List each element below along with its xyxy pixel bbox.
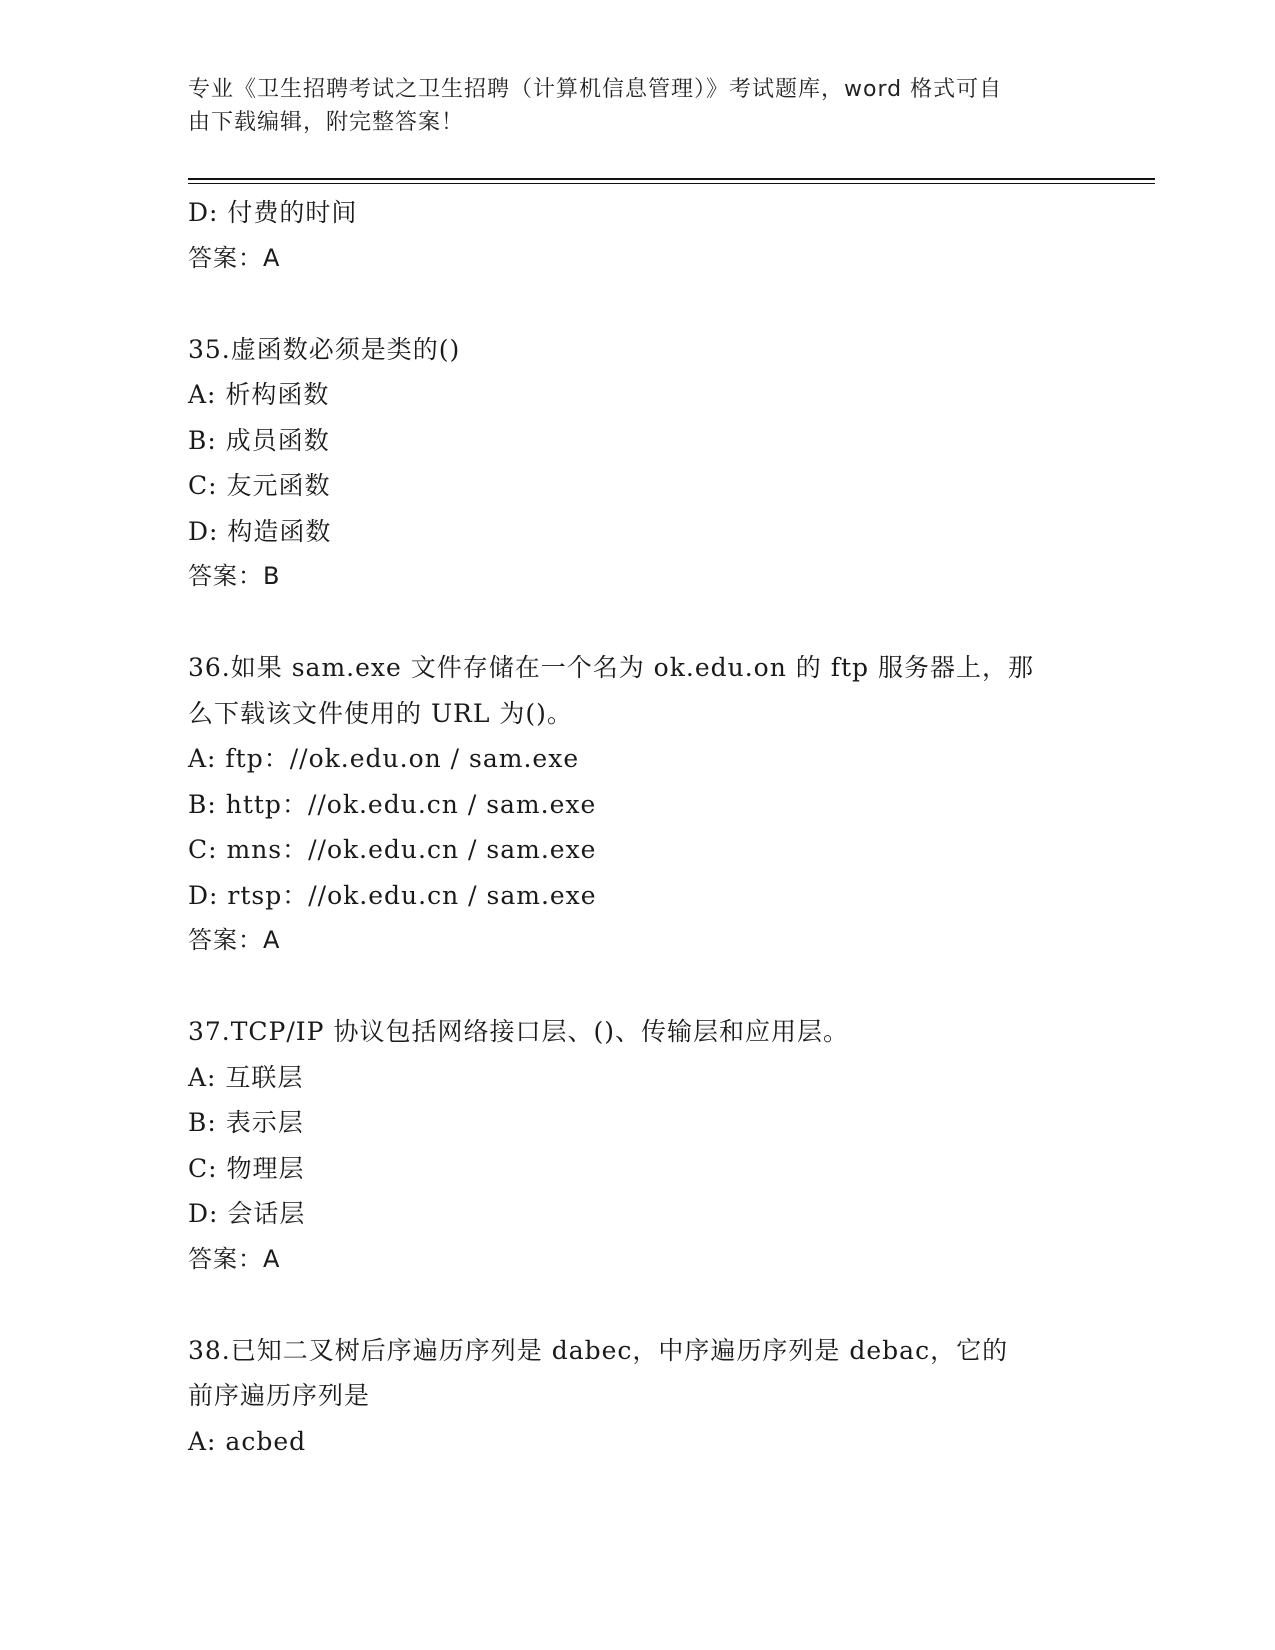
header-divider-thin (188, 183, 1155, 184)
option-a: A: 析构函数 (188, 380, 330, 409)
option-c: C: 友元函数 (188, 471, 331, 500)
option-c: C: mns：//ok.edu.cn / sam.exe (188, 835, 597, 864)
option-b: B: http：//ok.edu.cn / sam.exe (188, 789, 597, 819)
option-b: B: 表示层 (188, 1108, 304, 1137)
spacer (188, 1282, 1088, 1328)
question-text: 37.TCP/IP 协议包括网络接口层、()、传输层和应用层。 (188, 1017, 849, 1046)
header-line-2: 由下载编辑，附完整答案！ (188, 110, 465, 135)
option-a: A: acbed (188, 1426, 307, 1456)
question-38 (188, 1328, 1088, 1465)
option-b: B: 成员函数 (188, 425, 330, 455)
question-text-line-2: 前序遍历序列是 (188, 1381, 371, 1410)
spacer (188, 281, 1088, 327)
question-text: 35.虚函数必须是类的() (188, 334, 461, 364)
spacer (188, 600, 1088, 646)
prev-option-d: D: 付费的时间 (188, 198, 358, 227)
option-a: A: ftp：//ok.edu.on / sam.exe (188, 744, 580, 773)
question-37 (188, 1009, 1088, 1282)
answer: 答案：A (188, 926, 281, 954)
option-d: D: 构造函数 (188, 516, 332, 546)
question-text-line-2: 么下载该文件使用的 URL 为()。 (188, 698, 573, 728)
question-text-line-1: 36.如果 sam.exe 文件存储在一个名为 ok.edu.on 的 ftp 服务器上，那 (188, 653, 1034, 682)
header-divider-thick (188, 178, 1155, 180)
question-35 (188, 327, 1088, 600)
option-d: D: rtsp：//ok.edu.cn / sam.exe (188, 880, 597, 910)
option-a: A: 互联层 (188, 1062, 304, 1092)
spacer (188, 964, 1088, 1010)
question-text-line-1: 38.已知二叉树后序遍历序列是 dabec，中序遍历序列是 debac，它的 (188, 1335, 1009, 1365)
answer: 答案：B (188, 562, 281, 590)
prev-answer: 答案：A (188, 243, 281, 272)
option-d: D: 会话层 (188, 1199, 306, 1228)
answer: 答案：A (188, 1244, 281, 1273)
header-line-1: 专业《卫生招聘考试之卫生招聘（计算机信息管理）》考试题库，word 格式可自 (188, 77, 1003, 102)
document-header (188, 73, 1068, 139)
question-list (188, 190, 1088, 1464)
question-36 (188, 645, 1088, 964)
option-c: C: 物理层 (188, 1153, 305, 1183)
